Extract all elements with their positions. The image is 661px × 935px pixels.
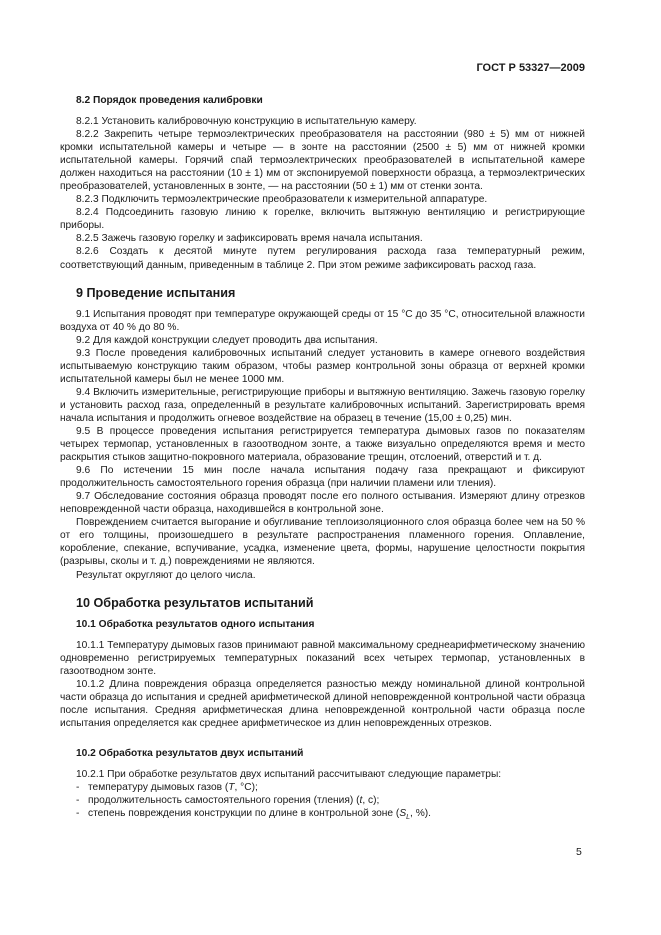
paragraph-9-3: 9.3 После проведения калибровочных испытаний следует установить в камере огневого воздействия испытываемую конструкцию таким образом, чтобы размер контрольной зоны образца от верхней кромки испытательной камеры был не менее 1000 мм. [60,347,585,385]
list-item-damage-degree: - степень повреждения конструкции по длине в контрольной зоне ($S_L$, %). [76,808,431,822]
paragraph-8-2-5: 8.2.5 Зажечь газовую горелку и зафиксировать время начала испытания. [76,233,423,245]
paragraph-9-1: 9.1 Испытания проводят при температуре окружающей среды от 15 °С до 35 °С, относительной влажности воздуха от 40 % до 80 %. [60,308,585,333]
paragraph-10-1-1: 10.1.1 Температуру дымовых газов принимают равной максимальному среднеарифметическому значению одновременно регистрируемых температурных показаний всех четырех термопар, установленных в газоотводном зонте. [60,639,585,677]
list-item-temperature: - температуру дымовых газов (T, °С); [76,781,258,793]
paragraph-9-2: 9.2 Для каждой конструкции следует проводить два испытания. [76,334,378,346]
paragraph-9-7: 9.7 Обследование состояния образца проводят после его полного остывания. Измеряют длину отрезков неповрежденной части образца, находившейся в контрольной зоне. [60,491,585,516]
paragraph-9-6: 9.6 По истечении 15 мин после начала испытания подачу газа прекращают и фиксируют продолжительность самостоятельного горения образца (при наличии пламени или тления). [60,465,585,490]
paragraph-8-2-3: 8.2.3 Подключить термоэлектрические преобразователи к измерительной аппаратуре. [76,194,488,206]
section-9-heading: 9 Проведение испытания [76,285,236,300]
section-10-1-heading: 10.1 Обработка результатов одного испытания [76,618,315,630]
paragraph-8-2-4: 8.2.4 Подсоединить газовую линию к горелке, включить вытяжную вентиляцию и регистрирующие приборы. [60,207,585,232]
paragraph-8-2-6: 8.2.6 Создать к десятой минуте путем регулирования расхода газа температурный режим, соответствующий данным, приведенным в таблице 2. При этом режиме зафиксировать расход газа. [60,246,585,271]
section-10-heading: 10 Обработка результатов испытаний [76,595,314,610]
paragraph-9-rounding: Результат округляют до целого числа. [76,569,256,581]
page-number: 5 [576,846,582,858]
paragraph-10-1-2: 10.1.2 Длина повреждения образца определяется разностью между номинальной длиной контрольной части образца до испытания и средней арифметической длиной неповрежденной контрольной части образца после испытания. Средняя арифметическая длина неповрежденной контрольной части образца после испытания определяется как среднее арифметическое из длин неповрежденных отрезков. [60,678,585,729]
section-10-2-heading: 10.2 Обработка результатов двух испытаний [76,747,304,759]
document-code: ГОСТ Р 53327—2009 [476,62,585,74]
paragraph-10-2-1: 10.2.1 При обработке результатов двух испытаний рассчитывают следующие параметры: [76,768,502,780]
page-content [60,90,585,824]
list-item-burning-duration: - продолжительность самостоятельного горения (тления) (t, с); [76,794,380,806]
paragraph-9-5: 9.5 В процессе проведения испытания регистрируется температура дымовых газов по показателям четырех термопар, установленных в газоотводном зонте, а также визуально определяются время и место раскрытия стыков защитно-покровного материала, образование трещин, отслоений, отверстий и т. д. [60,425,585,464]
paragraph-8-2-1: 8.2.1 Установить калибровочную конструкцию в испытательную камеру. [76,116,417,127]
paragraph-9-damage-definition: Повреждением считается выгорание и обугливание теплоизоляционного слоя образца более чем на 50 % от его толщины, произошедшего в результате распространения пламенного горения. Оплавление, коробление, спекание, вспучивание, усадка, изменение цвета, формы, нарушение целостности покрытия (разрывы, сколы и т. д.) повреждениями не являются. [60,517,585,568]
paragraph-9-4: 9.4 Включить измерительные, регистрирующие приборы и вытяжную вентиляцию. Зажечь газовую горелку и установить расход газа, определенный в результате калибровочных испытаний. Зарегистрировать время начала испытания и продолжить огневое воздействие на образец в течение (15,00 ± 0,25) мин. [60,386,585,424]
paragraph-8-2-2: 8.2.2 Закрепить четыре термоэлектрических преобразователя на расстоянии (980 ± 5) мм от нижней кромки испытательной камеры и четыре — в зонте на расстоянии (2500 ± 5) мм от нижней кромки испытательной камеры. Горячий спай термоэлектрических преобразователей в испытательной камере должен находиться на расстоянии (10 ± 1) мм от экспонируемой поверхности образца, а термоэлектрических преобразователей, установленных в зонте, — на расстоянии (50 ± 1) мм от стенки зонта. [60,129,585,193]
section-8-2-heading: 8.2 Порядок проведения калибровки [76,95,263,106]
